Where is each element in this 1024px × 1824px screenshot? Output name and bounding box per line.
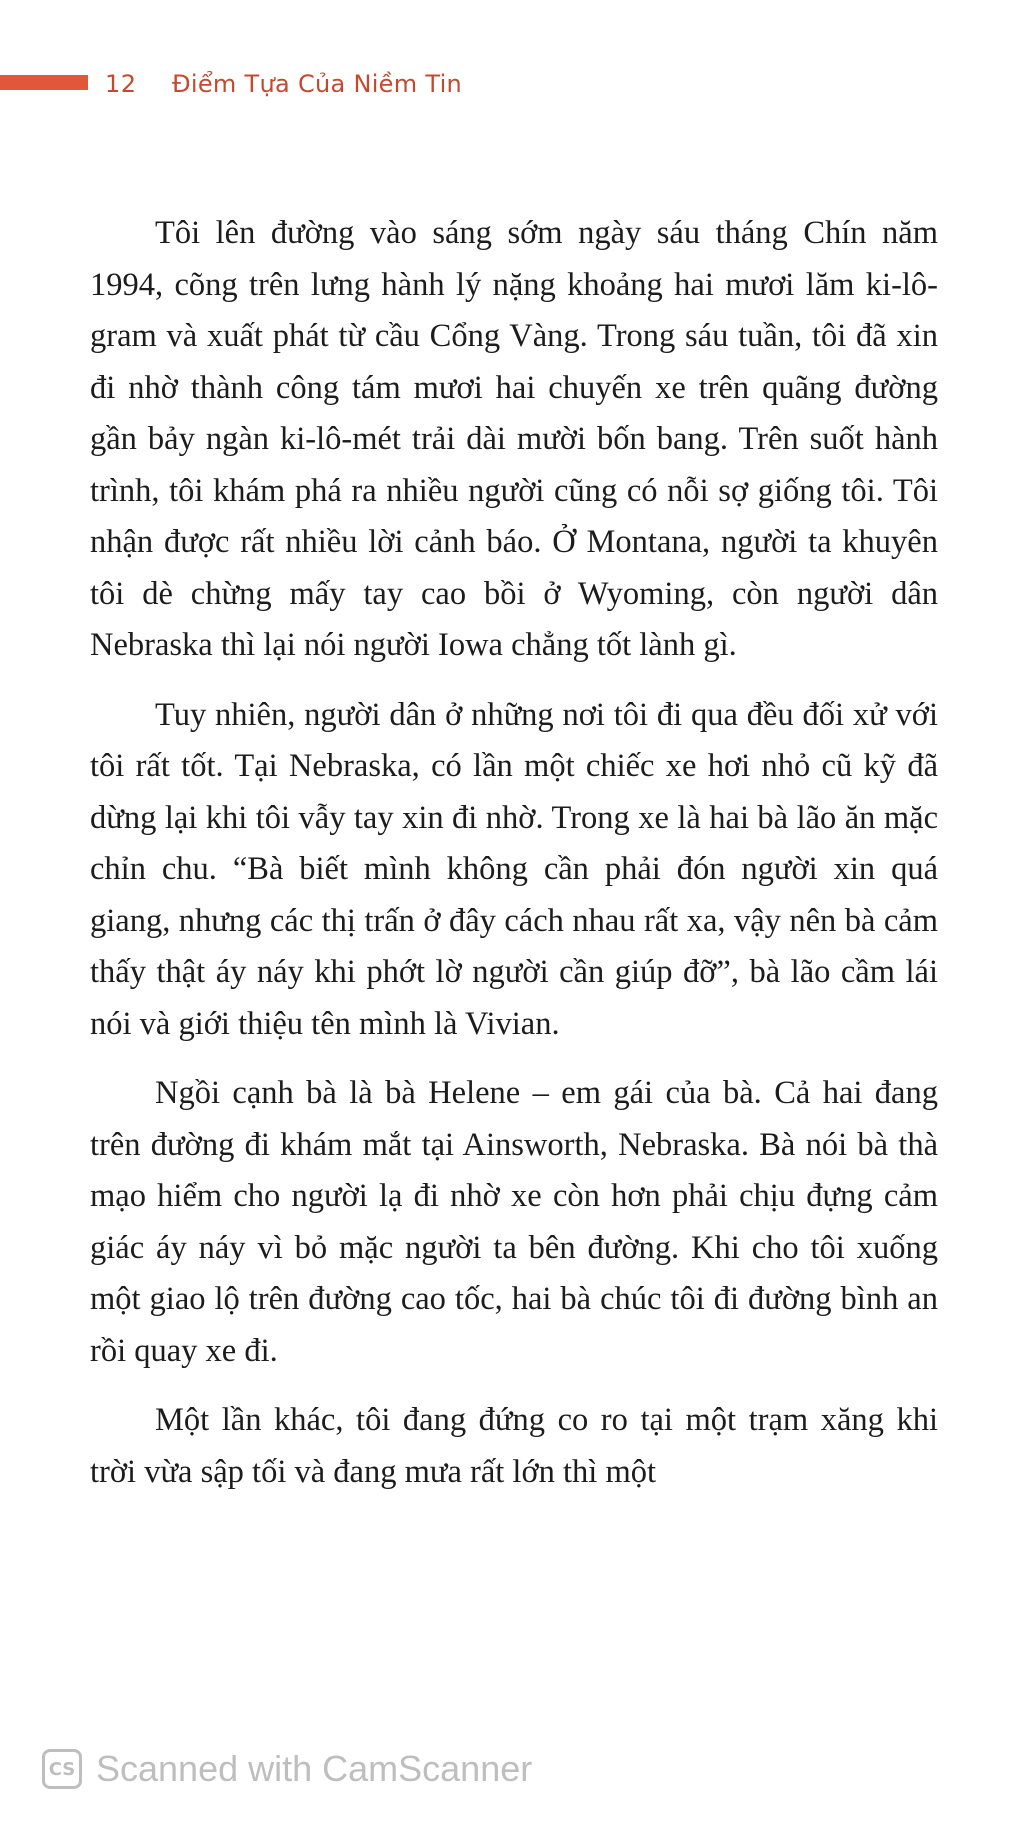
camscanner-watermark <box>42 1745 532 1793</box>
header-accent-bar <box>0 75 88 90</box>
paragraph: Tuy nhiên, người dân ở những nơi tôi đi qua đều đối xử với tôi rất tốt. Tại Nebraska, có lần một chiếc xe hơi nhỏ cũ kỹ đã dừng lại khi tôi vẫy tay xin đi nhờ. Trong xe là hai bà lão ăn mặc chỉn chu. “Bà biết mình không cần phải đón người xin quá giang, nhưng các thị trấn ở đây cách nhau rất xa, vậy nên bà cảm thấy thật áy náy khi phớt lờ người cần giúp đỡ”, bà lão cầm lái nói và giới thiệu tên mình là Vivian. <box>90 696 938 1042</box>
body-text <box>90 208 938 1498</box>
running-header <box>0 70 600 110</box>
paragraph: Ngồi cạnh bà là bà Helene – em gái của bà. Cả hai đang trên đường đi khám mắt tại Ainsworth, Nebraska. Bà nói bà thà mạo hiểm cho người lạ đi nhờ xe còn hơn phải chịu đựng cảm giác áy náy vì bỏ mặc người ta bên đường. Khi cho tôi xuống một giao lộ trên đường cao tốc, hai bà chúc tôi đi đường bình an rồi quay xe đi. <box>90 1075 938 1369</box>
running-title: Điểm Tựa Của Niềm Tin <box>172 70 463 98</box>
paragraph: Một lần khác, tôi đang đứng co ro tại một trạm xăng khi trời vừa sập tối và đang mưa rất lớn thì một <box>90 1402 938 1490</box>
paragraph: Tôi lên đường vào sáng sớm ngày sáu tháng Chín năm 1994, cõng trên lưng hành lý nặng khoảng hai mươi lăm ki-lô-gram và xuất phát từ cầu Cổng Vàng. Trong sáu tuần, tôi đã xin đi nhờ thành công tám mươi hai chuyến xe trên quãng đường gần bảy ngàn ki-lô-mét trải dài mười bốn bang. Trên suốt hành trình, tôi khám phá ra nhiều người cũng có nỗi sợ giống tôi. Tôi nhận được rất nhiều lời cảnh báo. Ở Montana, người ta khuyên tôi dè chừng mấy tay cao bồi ở Wyoming, còn người dân Nebraska thì lại nói người Iowa chẳng tốt lành gì. <box>90 215 938 663</box>
page-number: 12 <box>105 70 137 98</box>
watermark-text: Scanned with CamScanner <box>96 1748 533 1789</box>
camscanner-logo-icon: CS <box>42 1749 82 1789</box>
